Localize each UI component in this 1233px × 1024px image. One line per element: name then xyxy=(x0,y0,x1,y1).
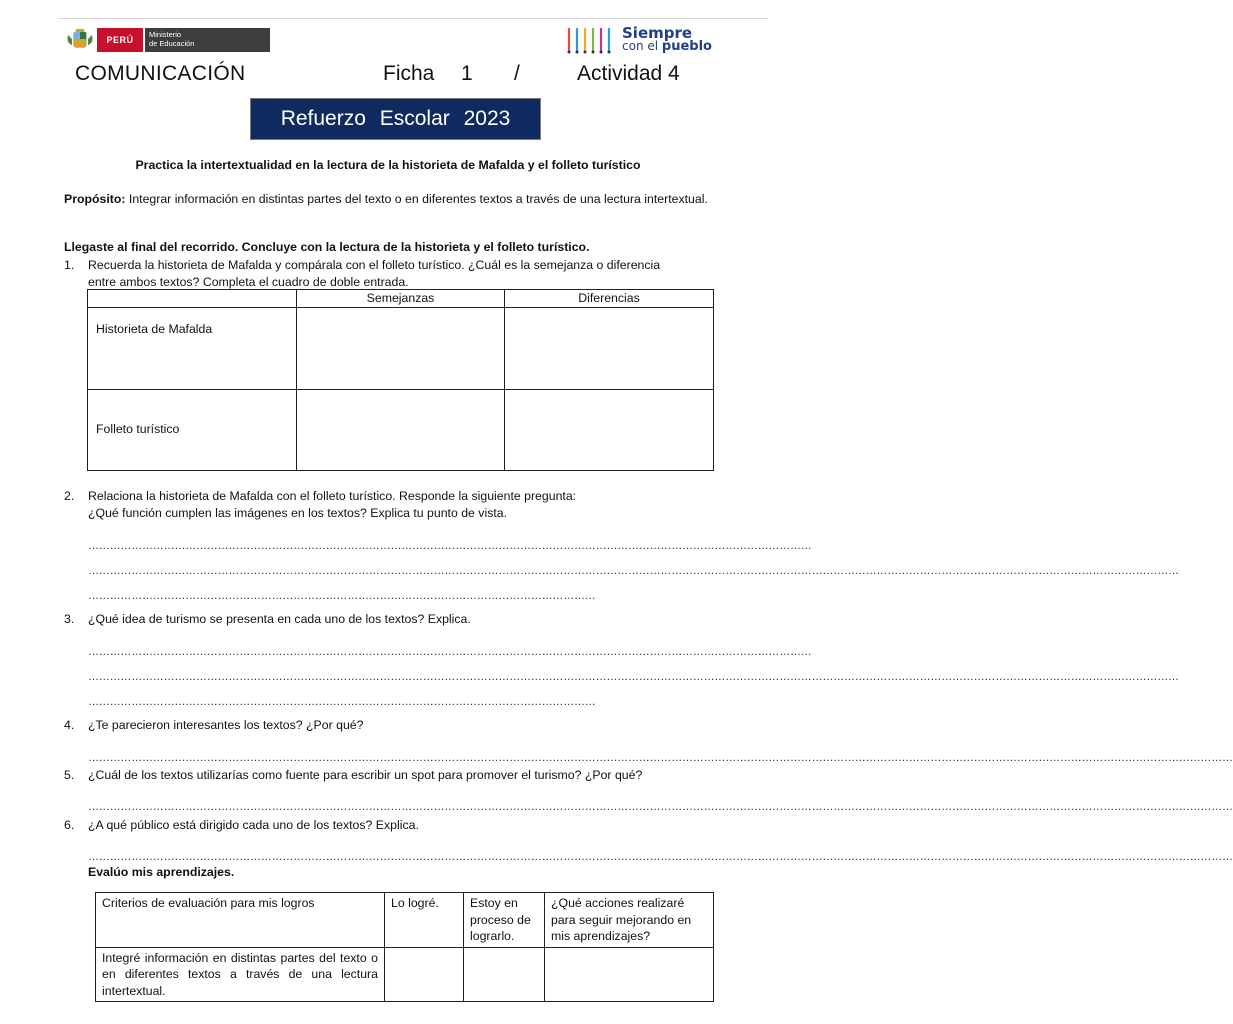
question-number: 1. xyxy=(64,258,75,272)
row-label-mafalda: Historieta de Mafalda xyxy=(88,308,297,390)
answer-cell[interactable] xyxy=(297,390,505,471)
evaluation-heading: Evalúo mis aprendizajes. xyxy=(88,865,235,879)
question-number: 5. xyxy=(64,768,75,782)
brand-line-2: con el pueblo xyxy=(622,39,712,54)
criterion-cell: Integré información en distintas partes del texto o en diferentes textos a través de una lectura intertextual. xyxy=(96,947,385,1002)
answer-cell[interactable] xyxy=(297,308,505,390)
ficha-number: 1 xyxy=(461,62,473,85)
answer-line[interactable]: …………………………………………………………………………………………………………………………… xyxy=(88,696,596,708)
question-3-text: ¿Qué idea de turismo se presenta en cada uno de los textos? Explica. xyxy=(88,612,471,626)
answer-line[interactable]: ………………………………………………………………………………………………………………………………………………………………………………… xyxy=(88,646,812,658)
answer-line[interactable]: ………………………………………………………………………………………………………………………………………………………………………………… xyxy=(88,540,812,552)
question-1-text: Recuerda la historieta de Mafalda y compárala con el folleto turístico. ¿Cuál es la semejanza o diferencia entre ambos textos? Completa el cuadro de doble entrada. xyxy=(88,258,661,289)
table-corner-cell xyxy=(88,290,297,308)
column-header-in-progress: Estoy en proceso de lograrlo. xyxy=(464,893,545,948)
subject-heading: COMUNICACIÓN xyxy=(75,62,246,85)
page-title: Practica la intertextualidad en la lectura de la historieta de Mafalda y el folleto turístico xyxy=(135,158,641,172)
answer-cell[interactable] xyxy=(505,390,714,471)
column-header-criteria: Criterios de evaluación para mis logros xyxy=(96,893,385,948)
answer-line[interactable]: ………………………………………………………………………………………………………………………………………………………………………………………………………………………………………………………………………………………… xyxy=(88,851,1233,863)
answer-cell[interactable] xyxy=(505,308,714,390)
question-6-text: ¿A qué público está dirigido cada uno de los textos? Explica. xyxy=(88,818,419,832)
peru-shield-icon xyxy=(66,29,94,51)
activity-label: Actividad 4 xyxy=(577,62,680,85)
column-header-actions: ¿Qué acciones realizaré para seguir mejorando en mis aprendizajes? xyxy=(545,893,714,948)
question-2-text: Relaciona la historieta de Mafalda con el folleto turístico. Responde la siguiente pregunta: ¿Qué función cumplen las imágenes en los textos? Explica tu punto de vista. xyxy=(88,489,577,520)
question-number: 6. xyxy=(64,818,75,832)
answer-line[interactable]: …………………………………………………………………………………………………………………………… xyxy=(88,590,596,602)
answer-line[interactable]: ………………………………………………………………………………………………………………………………………………………………………………………………………………………………………………………………………………………… xyxy=(88,801,1233,813)
evaluation-table xyxy=(95,892,714,1002)
checkbox-cell[interactable] xyxy=(464,947,545,1002)
question-4-text: ¿Te parecieron interesantes los textos? ¿Por qué? xyxy=(88,718,364,732)
question-number: 2. xyxy=(64,489,75,503)
minedu-logo xyxy=(97,28,270,52)
question-5-text: ¿Cuál de los textos utilizarías como fuente para escribir un spot para promover el turismo? ¿Por qué? xyxy=(88,768,643,782)
program-banner: Refuerzo Escolar 2023 xyxy=(250,98,541,140)
intro-text: Llegaste al final del recorrido. Concluye con la lectura de la historieta y el folleto turístico. xyxy=(64,240,590,254)
peru-label: PERÚ xyxy=(97,28,143,52)
comparison-table xyxy=(87,289,714,471)
minedu-label: Ministerio de Educación xyxy=(143,28,270,52)
answer-line[interactable]: ………………………………………………………………………………………………………………………………………………………………………………………………………………………………………………………………………………………… xyxy=(88,752,1233,764)
checkbox-cell[interactable] xyxy=(385,947,464,1002)
answer-line[interactable]: …………………………………………………………………………………………………………………………………………………………………………………………………………………………………………………………………………… xyxy=(88,565,1179,577)
ficha-label: Ficha xyxy=(383,62,435,85)
siempre-logo-icon xyxy=(565,26,617,54)
question-number: 3. xyxy=(64,612,75,626)
row-label-brochure: Folleto turístico xyxy=(88,390,297,471)
column-header-similarities: Semejanzas xyxy=(297,290,505,308)
column-header-achieved: Lo logré. xyxy=(385,893,464,948)
answer-line[interactable]: …………………………………………………………………………………………………………………………………………………………………………………………………………………………………………………………………………… xyxy=(88,671,1179,683)
heading-separator: / xyxy=(514,62,520,85)
brand-line-1: Siempre xyxy=(622,24,693,42)
purpose-paragraph: Propósito: Integrar información en distintas partes del texto o en diferentes textos a través de una lectura intertextual. xyxy=(64,192,708,206)
column-header-differences: Diferencias xyxy=(505,290,714,308)
top-divider xyxy=(58,18,768,19)
question-number: 4. xyxy=(64,718,75,732)
answer-cell[interactable] xyxy=(545,947,714,1002)
